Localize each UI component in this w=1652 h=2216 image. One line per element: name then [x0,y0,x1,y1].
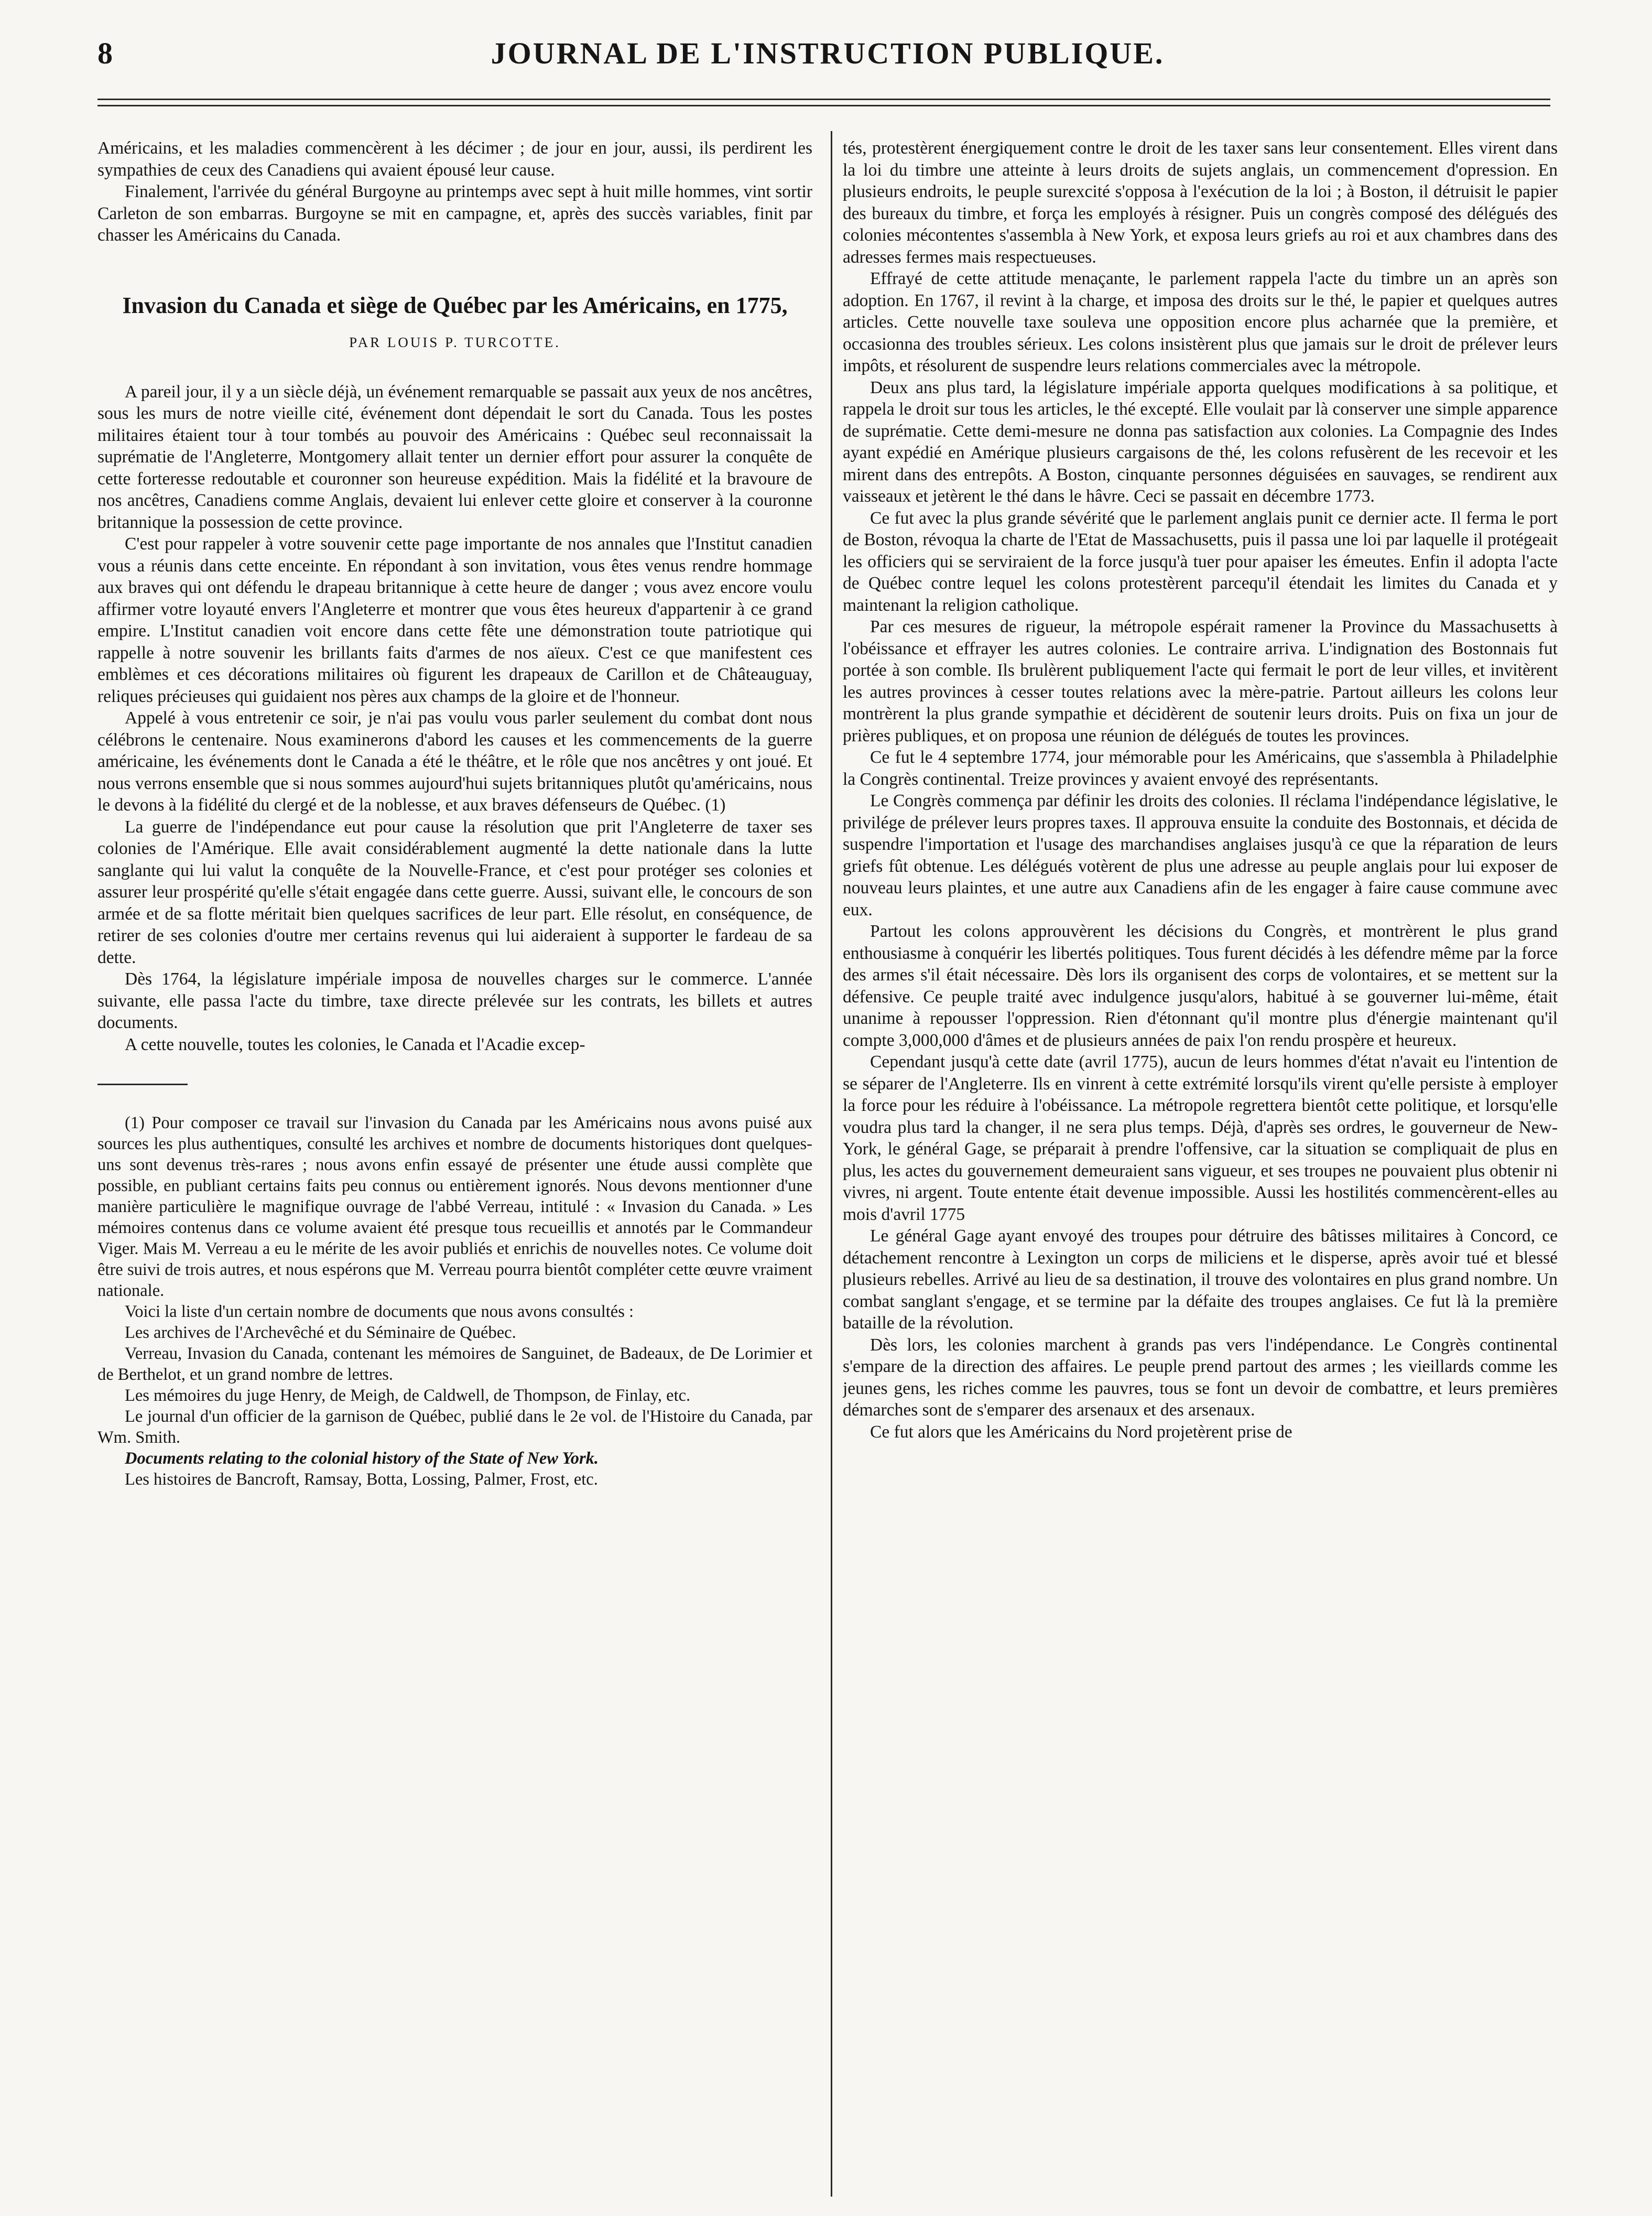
page-number: 8 [97,36,113,70]
footnote-source: Documents relating to the colonial history of the State of New York. [125,1449,599,1468]
article-paragraph: C'est pour rappeler à votre souvenir cette page importante de nos annales que l'Institut canadien vous a réunis dans cette enceinte. En répondant à son invitation, vous êtes venus rendre hommage aux braves qui ont défendu le drapeau britannique à cette heure de danger ; vous avez encore voulu affirmer votre loyauté envers l'Angleterre et montrer que vous êtes heureux d'appartenir à ce grand empire. L'Institut canadien voit encore dans cette fête une démonstration toute patriotique qui rappelle à notre souvenir les brillants faits d'armes de nos aïeux. C'est ce que manifestent ces emblèmes et ces décorations militaires où figurent les drapeaux de Carillon et de Châteauguay, reliques précieuses qui guidaient nos pères aux champs de la gloire et de l'honneur. [97,534,812,706]
footnote-source: Les archives de l'Archevêché et du Séminaire de Québec. [125,1323,516,1342]
article-paragraph: Appelé à vous entretenir ce soir, je n'ai pas voulu vous parler seulement du combat dont nous célébrons le centenaire. Nous examinerons d'abord les causes et les commencements de la guerre américaine, les événements dont le Canada a été le théâtre, et le rôle que nos ancêtres y ont joué. Et nous verrons ensemble que si nous sommes aujourd'hui sujets britanniques plutôt qu'américains, nous le devons à la fidélité du clergé et de la noblesse, et aux braves défenseurs de Québec. (1) [97,708,812,815]
article-paragraph: Partout les colons approuvèrent les décisions du Congrès, et montrèrent le plus grand enthousiasme à conquérir les libertés politiques. Tous furent décidés à les défendre même par la force des armes s'il était nécessaire. Dès lors ils organisent des corps de volontaires, et se mettent sur la défensive. Ce peuple traité avec indulgence jusqu'alors, habitué à se gouverner lui-même, était unanime à repousser l'oppression. Rien d'étonnant qu'il montre plus d'énergie maintenant qu'il compte 3,000,000 d'âmes et de plusieurs années de paix l'on rendu prospère et heureux. [843,922,1558,1050]
footnote-paragraph: Voici la liste d'un certain nombre de documents que nous avons consultés : [125,1302,634,1321]
journal-title: JOURNAL DE L'INSTRUCTION PUBLIQUE. [491,36,1165,70]
lead-paragraph: Finalement, l'arrivée du général Burgoyne au printemps avec sept à huit mille hommes, vint sortir Carleton de son embarras. Burgoyne se mit en campagne, et, après des succès variables, finit par chasser les Américains du Canada. [97,182,812,245]
article-paragraph: Dès lors, les colonies marchent à grands pas vers l'indépendance. Le Congrès continental s'empare de la direction des affaires. Le peuple prend partout des armes ; les vieillards comme les jeunes gens, les riches comme les pauvres, tous se font un devoir de combattre, et leurs premières démarches sont de s'emparer des arsenaux et des arsenaux. [843,1335,1558,1420]
header-rule-top [97,99,1550,100]
lead-paragraph: Américains, et les maladies commencèrent à les décimer ; de jour en jour, aussi, ils perdirent les sympathies de ceux des Canadiens qui avaient épousé leur cause. [97,138,812,180]
footnote-separator [97,1084,188,1085]
article-paragraph: Le général Gage ayant envoyé des troupes pour détruire des bâtisses militaires à Concord, ce détachement rencontre à Lexington un corps de miliciens et le disperse, après avoir tué et blessé plusieurs rebelles. Arrivé au lieu de sa destination, il trouve des volontaires en plus grand nombre. Un combat sanglant s'engage, et se termine par la défaite des troupes anglaises. Ce fut là la première bataille de la révolution. [843,1226,1558,1333]
article-paragraph: Le Congrès commença par définir les droits des colonies. Il réclama l'indépendance législative, le privilége de prélever leurs propres taxes. Il approuva ensuite la conduite des Bostonnais, et décida de suspendre l'importation et l'usage des marchandises anglaises jusqu'à ce que la réparation de leurs griefs fût obtenue. Les délégués votèrent de plus une adresse au peuple anglais pour lui exposer de nouveau leurs plaintes, et une autre aux Canadiens afin de les engager à faire cause commune avec eux. [843,791,1558,920]
footnote-source: Verreau, Invasion du Canada, contenant les mémoires de Sanguinet, de Badeaux, de De Lorimier et de Berthelot, et un grand nombre de lettres. [97,1344,812,1384]
article-byline: PAR LOUIS P. TURCOTTE. [349,334,561,350]
article-paragraph: Dès 1764, la législature impériale imposa de nouvelles charges sur le commerce. L'année suivante, elle passa l'acte du timbre, taxe directe prélevée sur les contrats, les billets et autres documents. [97,969,812,1032]
article-paragraph: Ce fut alors que les Américains du Nord projetèrent prise de [870,1422,1292,1442]
left-column [97,137,812,2198]
right-column [843,137,1558,2198]
column-divider [831,131,832,2197]
article-paragraph: tés, protestèrent énergiquement contre le droit de les taxer sans leur consentement. Elles virent dans la loi du timbre une atteinte à leurs droits de sujets anglais, un commencement d'opression. En plusieurs endroits, le peuple surexcité s'opposa à l'exécution de la loi ; à Boston, il détruisit le papier des bureaux du timbre, et força les employés à résigner. Puis un congrès composé des délégués des colonies mécontentes s'assembla à New York, et exposa leurs griefs au roi et aux chambres dans des adresses fermes mais respectueuses. [843,138,1558,267]
article-paragraph: Deux ans plus tard, la législature impériale apporta quelques modifications à sa politique, et rappela le droit sur tous les articles, le thé excepté. Elle voulait par là conserver une simple apparence de suprématie. Cette demi-mesure ne donna pas satisfaction aux colonies. La Compagnie des Indes ayant expédié en Amérique plusieurs cargaisons de thé, les colons refusèrent de les recevoir et les mirent dans des entrepôts. A Boston, cinquante personnes déguisées en sauvages, se rendirent aux vaisseaux et jetèrent le thé dans le hâvre. Ceci se passait en décembre 1773. [843,377,1558,506]
article-paragraph: Par ces mesures de rigueur, la métropole espérait ramener la Province du Massachusetts à l'obéissance et effrayer les autres colonies. Le contraire arriva. L'indignation des Bostonnais fut portée à son comble. Ils brulèrent publiquement l'acte qui fermait le port de leur villes, et invitèrent les autres provinces à cesser toutes relations avec la mère-patrie. Partout ailleurs les colons leur montrèrent la plus grande sympathie et décidèrent de soutenir leurs droits. Puis on fixa un jour de prières publiques, et on proposa une réunion de délégués de toutes les provinces. [843,617,1558,745]
header-rule-bottom [97,105,1550,106]
article-paragraph: Ce fut avec la plus grande sévérité que le parlement anglais punit ce dernier acte. Il ferma le port de Boston, révoqua la charte de l'Etat de Massachusetts, puis il passa une loi par laquelle il protégeait les officiers qui se serviraient de la force jusqu'à tuer pour apaiser les émeutes. Enfin il adopta l'acte de Québec contre lequel les colons protestèrent parcequ'il étendait les limites du Canada et y maintenant la religion catholique. [843,508,1558,615]
article-paragraph: Ce fut le 4 septembre 1774, jour mémorable pour les Américains, que s'assembla à Philadelphie la Congrès continental. Treize provinces y avaient envoyé des représentants. [843,748,1558,789]
footnote-source: Le journal d'un officier de la garnison de Québec, publié dans le 2e vol. de l'Histoire du Canada, par Wm. Smith. [97,1407,812,1447]
footnote-source: Les mémoires du juge Henry, de Meigh, de Caldwell, de Thompson, de Finlay, etc. [125,1386,691,1405]
article-paragraph: A cette nouvelle, toutes les colonies, le Canada et l'Acadie excep- [125,1034,585,1054]
article-title: Invasion du Canada et siège de Québec par les Américains, en 1775, [122,292,788,318]
article-paragraph: Effrayé de cette attitude menaçante, le parlement rappela l'acte du timbre un an après son adoption. En 1767, il revint à la charge, et imposa des droits sur le thé, le papier et quelques autres articles. Cette nouvelle taxe souleva une opposition encore plus acharnée que la première, et occasionna des troubles sérieux. Les colons insistèrent plus que jamais sur le droit de prélever leurs impôts, et résolurent de suspendre leurs relations commerciales avec la métropole. [843,269,1558,375]
article-paragraph: La guerre de l'indépendance eut pour cause la résolution que prit l'Angleterre de taxer ses colonies de l'Amérique. Elle avait considérablement augmenté la dette nationale dans la lutte sanglante qui lui valut la conquête de la Nouvelle-France, et c'est pour protéger ses colonies et assurer leur prospérité qu'elle s'était engagée dans cette guerre. Aussi, suivant elle, le concours de son armée et de sa flotte méritait bien quelques sacrifices de leur part. Elle résolut, en conséquence, de retirer de ses colonies d'outre mer certains revenus qui lui aideraient à supporter le fardeau de sa dette. [97,817,812,967]
article-paragraph: Cependant jusqu'à cette date (avril 1775), aucun de leurs hommes d'état n'avait eu l'intention de se séparer de l'Angleterre. Ils en vinrent à cette extrémité lorsqu'ils virent qu'elle persiste à employer la force pour les réduire à l'obéissance. La métropole regrettera bientôt cette politique, et lorsqu'elle voudra plus tard la changer, il ne sera plus temps. Déjà, d'après ses ordres, le gouverneur de New-York, le général Gage, se préparait à prendre l'offensive, car la situation se compliquait de plus en plus, les actes du gouvernement demeuraient sans vigueur, et ses troupes ne pouvaient plus obtenir ni vivres, ni argent. Toute entente était devenue impossible. Aussi les hostilités commencèrent-elles au mois d'avril 1775 [843,1052,1558,1224]
footnote-source: Les histoires de Bancroft, Ramsay, Botta, Lossing, Palmer, Frost, etc. [125,1470,598,1489]
footnote [97,1112,812,1490]
footnote-paragraph: (1) Pour composer ce travail sur l'invasion du Canada par les Américains nous avons puisé aux sources les plus authentiques, consulté les archives et nombre de documents historiques dont quelques-uns sont devenus très-rares ; nous avons enfin essayé de présenter une étude aussi complète que possible, en publiant certains faits peu connus ou entièrement ignorés. Nous devons mentionner d'une manière particulière le magnifique ouvrage de l'abbé Verreau, intitulé : « Invasion du Canada. » Les mémoires contenus dans ce volume avaient été presque tous recueillis et annotés par le Commandeur Viger. Mais M. Verreau a eu le mérite de les avoir publiés et enrichis de nouvelles notes. Ce volume doit être suivi de trois autres, et nous espérons que M. Verreau pourra bientôt compléter cette œuvre vraiment nationale. [97,1114,812,1300]
article-paragraph: A pareil jour, il y a un siècle déjà, un événement remarquable se passait aux yeux de nos ancêtres, sous les murs de notre vieille cité, événement dont dépendait le sort du Canada. Tous les postes militaires étaient tour à tour tombés au pouvoir des Américains : Québec seul reconnaissait la suprématie de l'Angleterre, Montgomery allait tenter un dernier effort pour assurer la conquête de cette forteresse redoutable et couronner son heureuse expédition. Mais la fidélité et la bravoure de nos ancêtres, Canadiens comme Anglais, devaient lui enlever cette gloire et conserver à la couronne britannique la possession de cette province. [97,382,812,532]
